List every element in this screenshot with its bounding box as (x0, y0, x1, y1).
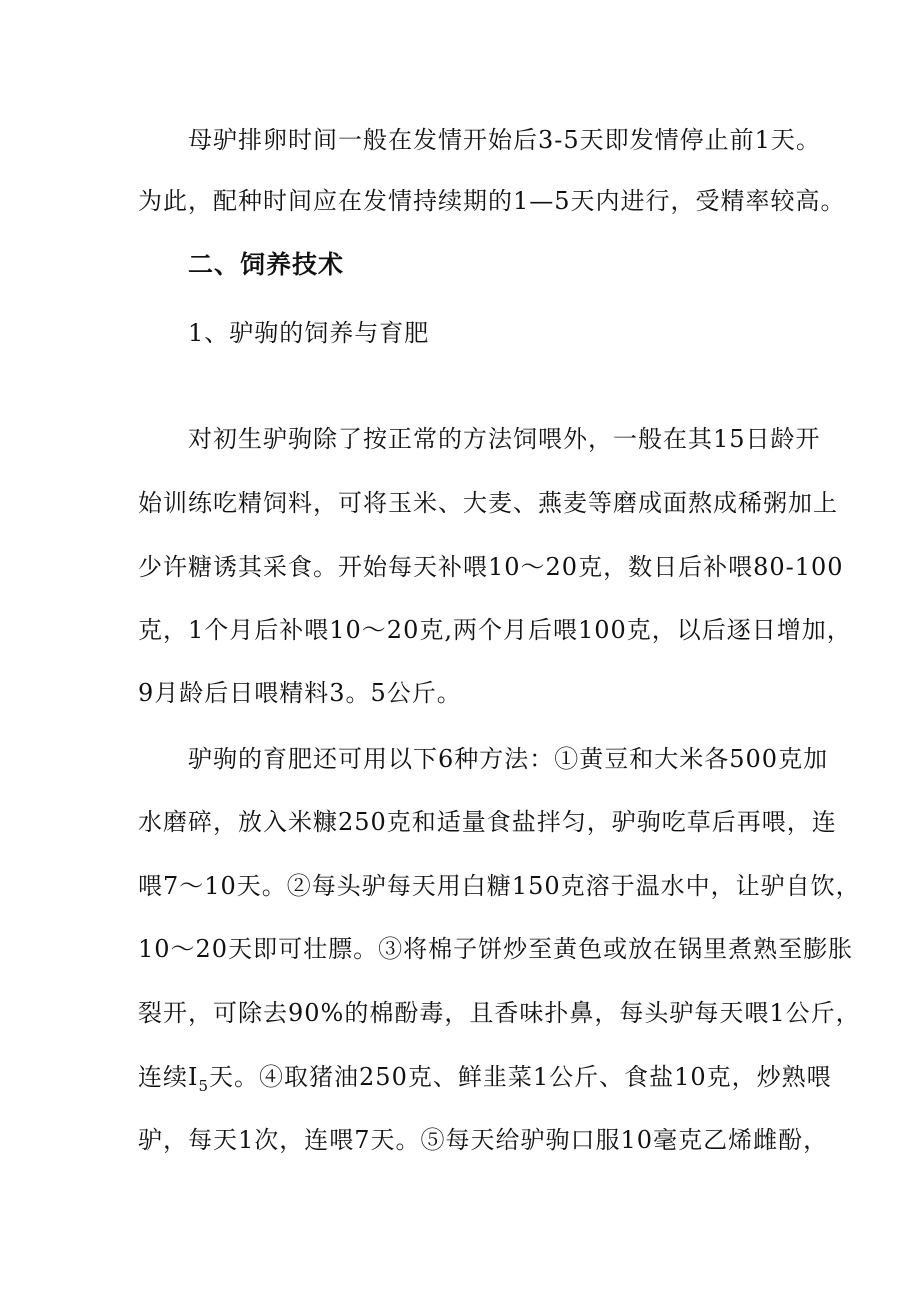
subscript: 5 (198, 1076, 210, 1095)
paragraph-line: 母驴排卵时间一般在发情开始后3-5天即发情停止前1天。 (188, 126, 821, 154)
paragraph-line: 对初生驴驹除了按正常的方法饲喂外，一般在其15日龄开 (188, 425, 821, 453)
paragraph-line: 9月龄后日喂精料3。5公斤。 (138, 679, 462, 707)
paragraph-line: 为此，配种时间应在发情持续期的1—5天内进行，受精率较高。 (138, 187, 846, 215)
paragraph-line: 裂开，可除去90%的棉酚毒，且香味扑鼻，每头驴每天喂1公斤， (138, 999, 861, 1027)
text-fragment: 连续I (138, 1063, 199, 1091)
paragraph-line: 10～20天即可壮膘。③将棉子饼炒至黄色或放在锅里煮熟至膨胀 (138, 935, 854, 963)
paragraph-line: 喂7～10天。②每头驴每天用白糖150克溶于温水中，让驴自饮， (138, 872, 861, 900)
paragraph-line (138, 1062, 832, 1101)
paragraph-line: 水磨碎，放入米糠250克和适量食盐拌匀，驴驹吃草后再喂，连 (138, 808, 837, 836)
paragraph-line: 少许糖诱其采食。开始每天补喂10～20克，数日后补喂80-100 (138, 553, 844, 581)
paragraph-line: 驴，每天1次，连喂7天。⑤每天给驴驹口服10毫克乙烯雌酚， (138, 1126, 829, 1154)
subsection-heading: 1、驴驹的饲养与育肥 (188, 319, 430, 347)
text-fragment: 天。④取猪油250克、鲜韭菜1公斤、食盐10克，炒熟喂 (209, 1063, 832, 1091)
paragraph-line: 始训练吃精饲料，可将玉米、大麦、燕麦等磨成面熬成稀粥加上 (138, 489, 838, 517)
paragraph-line: 克，1个月后补喂10～20克,两个月后喂100克，以后逐日增加， (138, 616, 852, 644)
paragraph-line: 驴驹的育肥还可用以下6种方法：①黄豆和大米各500克加 (188, 745, 829, 773)
section-heading: 二、饲养技术 (188, 250, 345, 279)
